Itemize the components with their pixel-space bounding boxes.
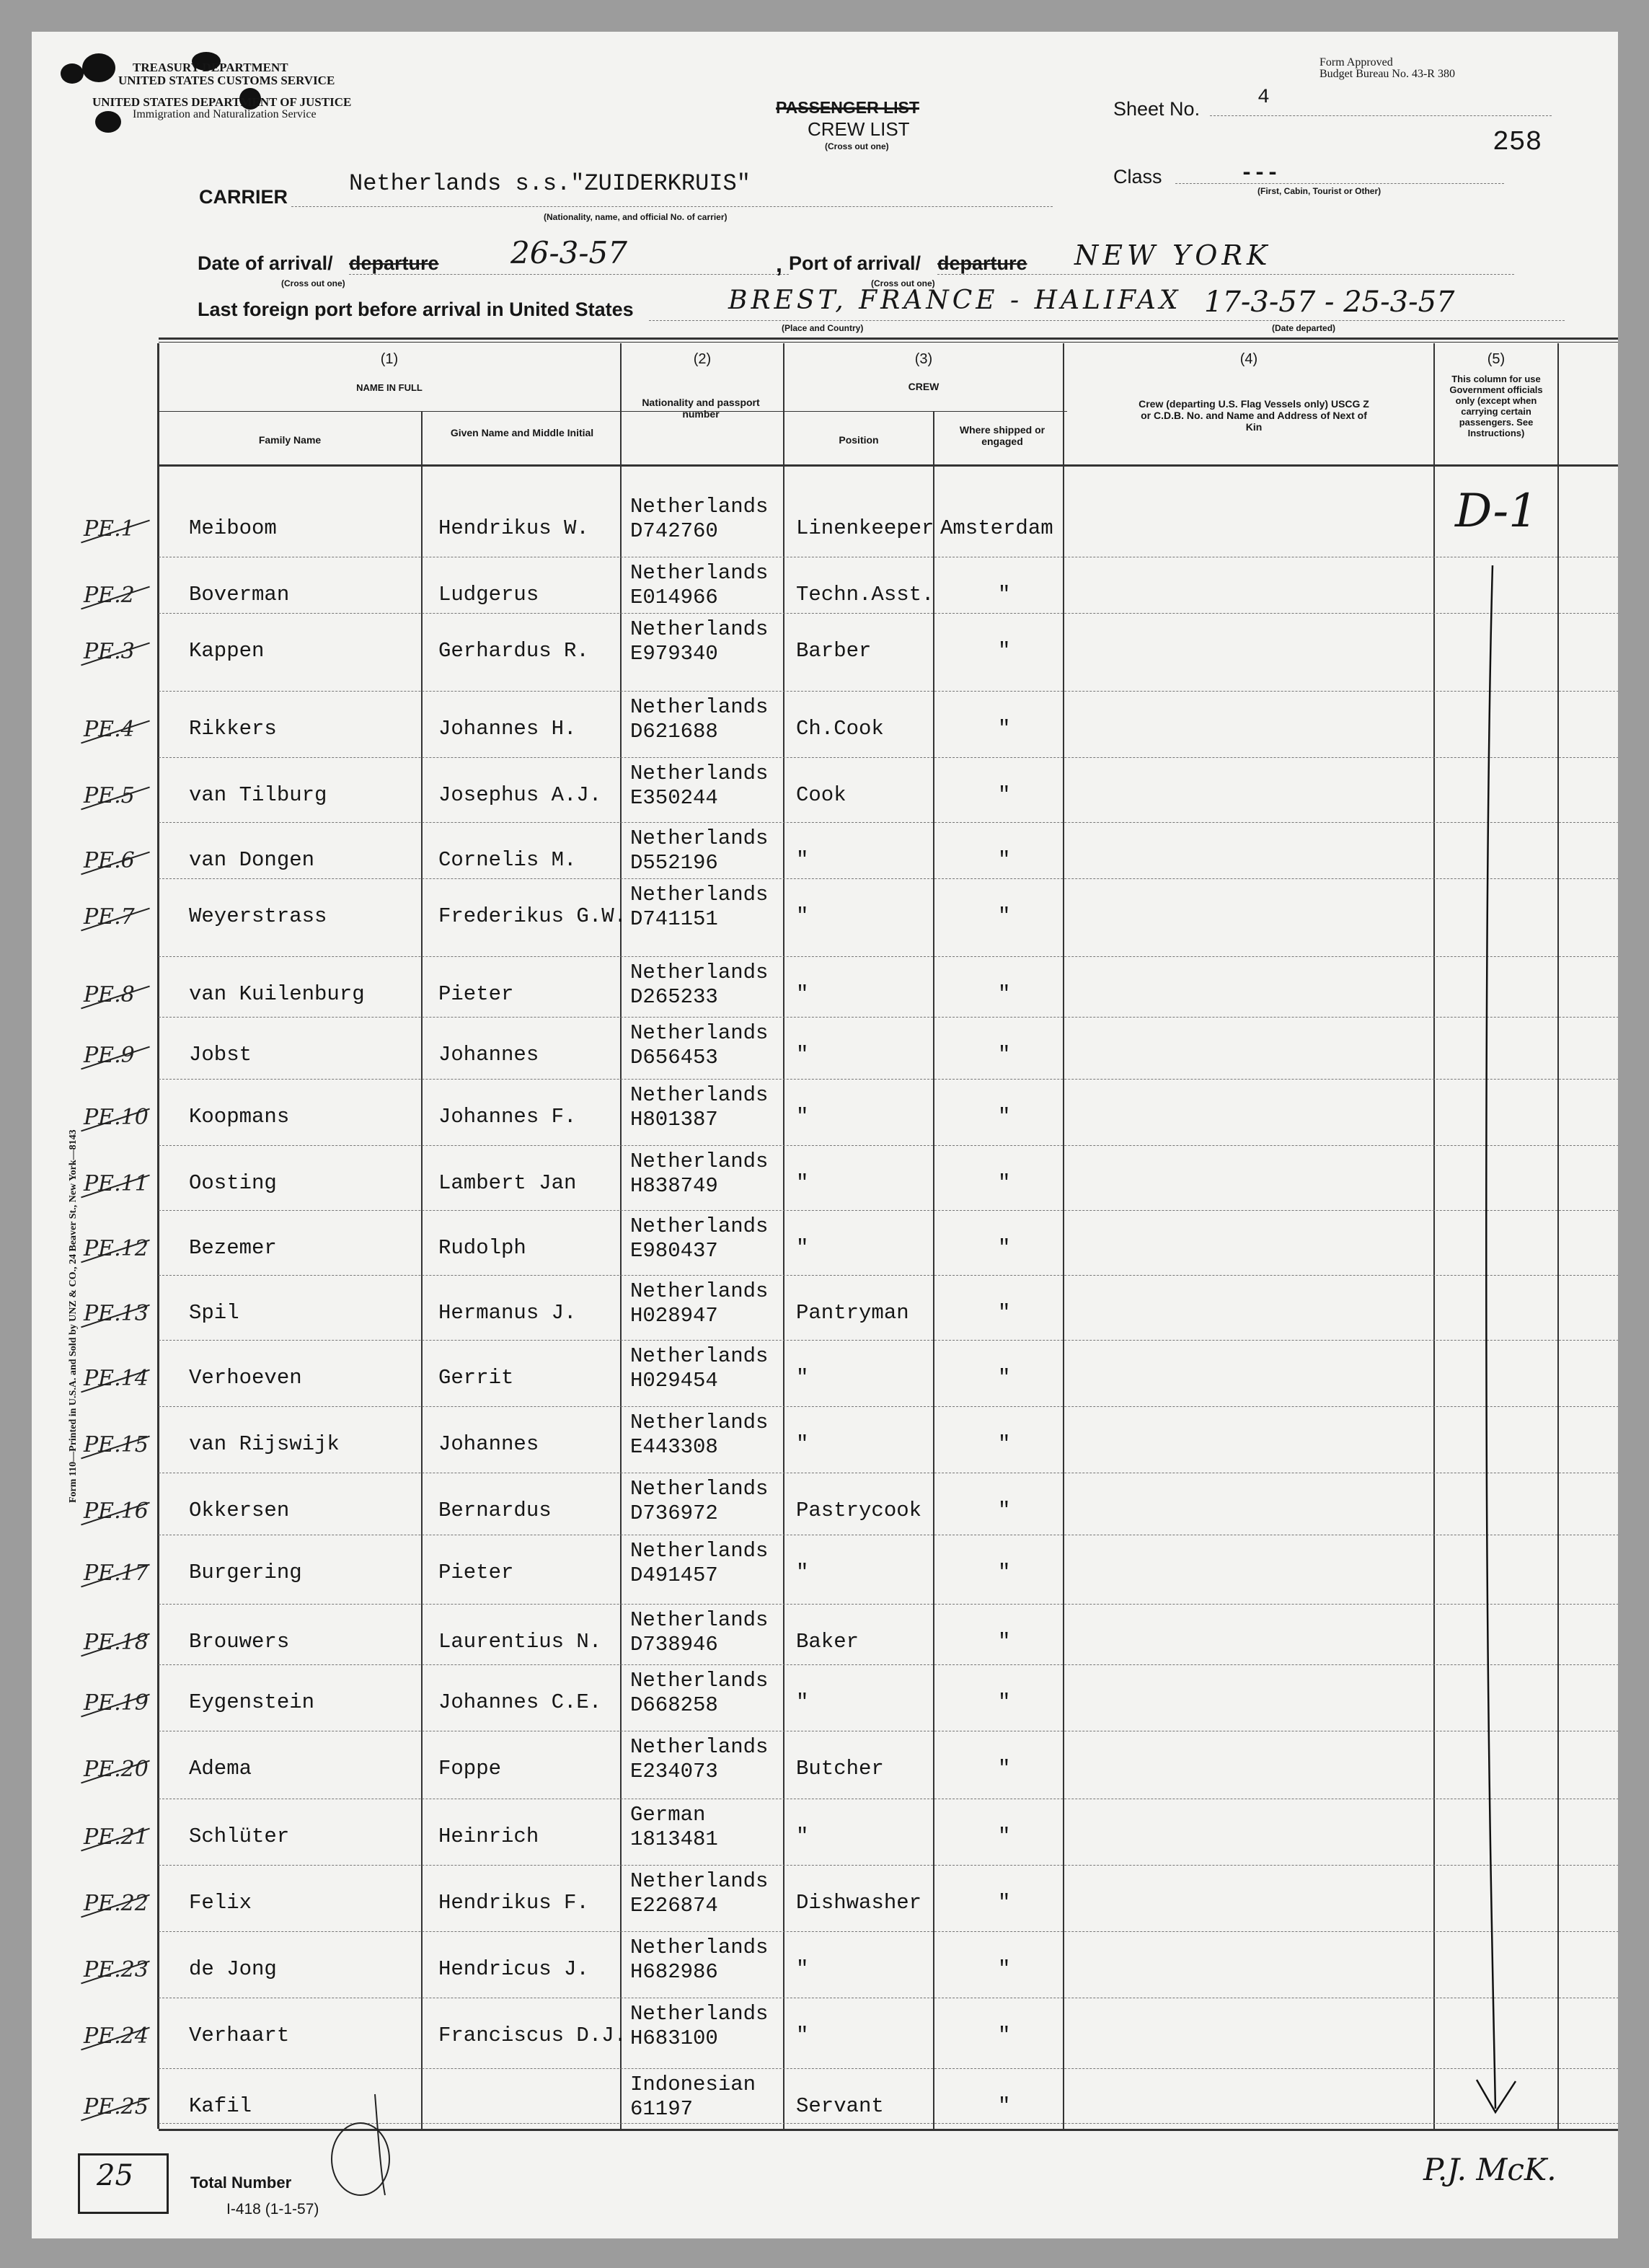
family-name: van Dongen: [189, 848, 315, 872]
nationality: Netherlands: [630, 1539, 769, 1563]
col5-number: (5): [1487, 351, 1506, 367]
row-number: PE.2: [84, 583, 135, 608]
row-separator: [159, 2068, 1618, 2069]
where-shipped: ": [998, 904, 1011, 928]
col-where-shipped: Where shipped or engaged: [959, 424, 1045, 447]
where-shipped: ": [998, 1105, 1011, 1129]
sheet-label: Sheet No.: [1113, 98, 1201, 120]
position: ": [796, 848, 809, 872]
nationality: Netherlands: [630, 495, 769, 519]
row-separator: [159, 613, 1618, 614]
family-name: van Kuilenburg: [189, 982, 365, 1006]
row-separator: [159, 1210, 1618, 1211]
row-separator: [159, 1275, 1618, 1276]
given-name: Johannes F.: [438, 1105, 577, 1129]
nationality: Indonesian: [630, 2073, 756, 2096]
col-line-crew: [783, 343, 784, 2129]
given-name: Pieter: [438, 982, 514, 1006]
header-bottom-rule: [159, 464, 1618, 467]
row-number: PE.18: [84, 1630, 149, 1655]
position: Baker: [796, 1630, 859, 1654]
position: Pantryman: [796, 1301, 909, 1325]
where-shipped: ": [998, 848, 1011, 872]
form-approved: Form Approved: [1319, 56, 1393, 69]
position: ": [796, 1366, 809, 1390]
given-name: Frederikus G.W.: [438, 904, 627, 928]
row-separator: [159, 956, 1618, 957]
carrier-value: Netherlands s.s."ZUIDERKRUIS": [349, 170, 751, 197]
nationality: Netherlands: [630, 1411, 769, 1434]
nationality: Netherlands: [630, 1150, 769, 1173]
family-name: Schlüter: [189, 1824, 290, 1848]
passport-number: D742760: [630, 519, 718, 543]
row-number: PE.11: [84, 1171, 149, 1196]
nationality: Netherlands: [630, 883, 769, 906]
row-separator: [159, 1604, 1618, 1605]
given-name: Josephus A.J.: [438, 783, 602, 807]
given-name: Hendrikus F.: [438, 1891, 589, 1915]
passport-number: E979340: [630, 642, 718, 666]
where-shipped: ": [998, 783, 1011, 807]
family-name: Verhaart: [189, 2024, 290, 2047]
row-separator: [159, 822, 1618, 823]
port-departure-struck: departure: [937, 252, 1027, 274]
position: ": [796, 904, 809, 928]
row-separator: [159, 1017, 1618, 1018]
given-name: Johannes C.E.: [438, 1690, 602, 1714]
family-name: Jobst: [189, 1043, 252, 1067]
given-name: Bernardus: [438, 1499, 552, 1522]
passport-number: D741151: [630, 907, 718, 931]
nationality: German: [630, 1803, 706, 1827]
total-count: 25: [97, 2159, 133, 2192]
date-arrival-label: Date of arrival/: [198, 252, 333, 274]
family-name: Verhoeven: [189, 1366, 302, 1390]
family-name: Brouwers: [189, 1630, 290, 1654]
row-separator: [159, 1406, 1618, 1407]
list-type-note: (Cross out one): [825, 141, 889, 151]
given-name: Hendricus J.: [438, 1957, 589, 1981]
port-value: NEW YORK: [1074, 239, 1272, 271]
port-note: (Cross out one): [871, 278, 935, 288]
dept-line-3: UNITED STATES DEPARTMENT OF JUSTICE: [92, 95, 352, 109]
given-name: Rudolph: [438, 1236, 526, 1260]
nationality: Netherlands: [630, 1214, 769, 1238]
nationality: Netherlands: [630, 961, 769, 984]
given-name: Hermanus J.: [438, 1301, 577, 1325]
row-separator: [159, 1145, 1618, 1146]
family-name: Oosting: [189, 1171, 277, 1195]
where-shipped: ": [998, 717, 1011, 741]
row-number: PE.5: [84, 783, 135, 808]
nationality: Netherlands: [630, 826, 769, 850]
col-given-name: Given Name and Middle Initial: [450, 427, 594, 438]
ink-blot: [61, 63, 84, 84]
date-note: (Cross out one): [281, 278, 345, 288]
class-value: ---: [1240, 162, 1280, 186]
position: ": [796, 1690, 809, 1714]
family-name: Spil: [189, 1301, 239, 1325]
row-number: PE.10: [84, 1105, 149, 1130]
passport-number: D656453: [630, 1046, 718, 1069]
where-shipped: ": [998, 1043, 1011, 1067]
given-name: Gerrit: [438, 1366, 514, 1390]
where-shipped: ": [998, 1301, 1011, 1325]
row-number: PE.21: [84, 1824, 149, 1850]
family-name: Rikkers: [189, 717, 277, 741]
family-name: Kafil: [189, 2094, 252, 2118]
check-scribble-icon: [316, 2087, 431, 2202]
passport-number: E234073: [630, 1760, 718, 1783]
col1-title: NAME IN FULL: [356, 382, 423, 393]
passenger-list-struck: PASSENGER LIST: [776, 98, 919, 117]
where-shipped: ": [998, 1236, 1011, 1260]
row-number: PE.23: [84, 1957, 149, 1982]
passport-number: E980437: [630, 1239, 718, 1263]
given-name: Johannes: [438, 1043, 539, 1067]
family-name: Weyerstrass: [189, 904, 327, 928]
col1-number: (1): [380, 351, 399, 367]
sheet-number: 4: [1257, 87, 1270, 109]
document-sheet: TREASURY DEPARTMENT UNITED STATES CUSTOMS SERVICE UNITED STATES DEPARTMENT OF JUSTICE Immigration and Naturalization Service PASSENGER LIST CREW LIST (Cross out one) Form Approved Budget Bureau No. 43-R 380 Sheet No. 4 258 Class --- (First, Cabin, Tourist or Other) CARRIER Netherlands s.s."ZUIDERKRUIS" (Nationality, name, and official No. of carrier) Date of arrival/ departure 26-3-57 (Cross out one) , Port of arrival/ departure NEW YORK (Cross out one) Last foreign port before arrival in United States BREST, FRANCE - HALIFAX 17-3-57 - 25-3-57 (Place and Country) (Date departed) (1) NAME IN FULL Family Name Given Name and Middle Initial (2) Nationality and passport number (3) CREW Position Where shipped or engaged (4) Crew (departing U.S. Flag Vessels only) USCG Z or C.D.B. No. and Name and Address of Next of Kin (5) This column for use Government officials only (except when carrying certain passengers. See Instructions) PE.1 Meiboom Hendrikus W. Netherlands D742760 Linenkeeper Amsterdam PE.2 Boverman Ludgerus Netherlands E014966 Techn.Asst. " PE.3 Kappen Gerhardus R. Netherlands E979340 Barber " PE.4 Rikkers Johannes H. Netherlands D621688 Ch.Cook " PE.5 van Tilburg Josephus A.J. Netherlands E350244 Cook " PE.6 van Dongen Cornelis M. Netherlands D552196 " " PE.7 Weyerstrass Frederikus G.W. Netherlands D741151 " " PE.8 van Kuilenburg Pieter Netherlands D265233 " " PE.9 Jobst Johannes Netherlands D656453 " " PE.10 Koopmans Johannes F. Netherlands H801387 " " PE.11 Oosting Lambert Jan Netherlands H838749 " " PE.12 Bezemer Rudolph Netherlands E980437 " " PE.13 Spil Hermanus J. Netherlands H028947 Pantryman " PE.14 Verhoeven Gerrit Netherlands H029454 " " PE.15 van Rijswijk Johannes Netherlands E443308 " " PE.16 Okkersen Bernardus Netherlands D736972 Pastrycook " PE.17 Burgering Pieter Netherlands D491457 " " PE.18 Brouwers Laurentius N. Netherlands D738946 Baker " PE.19 Eygenstein Johannes C.E. Netherlands D668258 " " PE.20 Adema Foppe Netherlands E234073 Butcher " PE.21 Schlüter Heinrich German 1813481 " " PE.22 Felix Hendrikus F. Netherlands E226874 Dishwasher " PE.23 de Jong Hendricus J. Netherlands H682986 " " PE.24 Verhaart Franciscus D.J. Netherlands H683100 " " PE.25 Kafil Indonesian 61197 Servant " Form 110—Printed in U.S.A. and Sold by UNZ & CO., 24 Beaver St., New York—8143 D-1 25 Total Number I-418 (1-1-57) P.J. McK.: [32, 32, 1618, 2238]
given-name: Gerhardus R.: [438, 639, 589, 663]
position: ": [796, 982, 809, 1006]
position: Cook: [796, 783, 846, 807]
class-label: Class: [1113, 166, 1162, 187]
col-line-nat: [620, 343, 622, 2129]
passport-number: D621688: [630, 720, 718, 744]
last-port-label: Last foreign port before arrival in United States: [198, 299, 634, 320]
subheader-rule-crew: [783, 411, 1063, 412]
nationality: Netherlands: [630, 1735, 769, 1759]
row-separator: [159, 757, 1618, 758]
where-shipped: ": [998, 1957, 1011, 1981]
where-shipped: ": [998, 639, 1011, 663]
given-name: Hendrikus W.: [438, 516, 589, 540]
row-number: PE.20: [84, 1757, 149, 1782]
passport-number: H682986: [630, 1960, 718, 1984]
position: Dishwasher: [796, 1891, 922, 1915]
port-underline: [937, 274, 1514, 275]
row-number: PE.14: [84, 1366, 149, 1391]
nationality: Netherlands: [630, 1279, 769, 1303]
where-shipped: ": [998, 1757, 1011, 1781]
col-line-c4: [1063, 343, 1064, 2129]
family-name: Meiboom: [189, 516, 277, 540]
row-number: PE.6: [84, 848, 135, 873]
col-nationality: Nationality and passport number: [642, 397, 760, 420]
dept-line-2: UNITED STATES CUSTOMS SERVICE: [118, 74, 335, 87]
position: ": [796, 1824, 809, 1848]
row-number: PE.8: [84, 982, 135, 1007]
nationality: Netherlands: [630, 1936, 769, 1959]
position: Servant: [796, 2094, 884, 2118]
where-shipped: ": [998, 1630, 1011, 1654]
row-number: PE.22: [84, 1891, 149, 1916]
where-shipped: ": [998, 1824, 1011, 1848]
where-shipped: ": [998, 1690, 1011, 1714]
row-number: PE.25: [84, 2094, 149, 2119]
family-name: de Jong: [189, 1957, 277, 1981]
col-crew-us-flag: Crew (departing U.S. Flag Vessels only) USCG Z or C.D.B. No. and Name and Address of Next of Kin: [1139, 398, 1369, 433]
where-shipped: ": [998, 1432, 1011, 1456]
passport-number: E350244: [630, 786, 718, 810]
given-name: Johannes H.: [438, 717, 577, 741]
crew-list-title: CREW LIST: [808, 118, 910, 140]
total-label: Total Number: [190, 2174, 292, 2192]
family-name: Okkersen: [189, 1499, 290, 1522]
ink-blot: [82, 53, 115, 82]
where-shipped: ": [998, 1561, 1011, 1584]
given-name: Heinrich: [438, 1824, 539, 1848]
col-line-c5: [1433, 343, 1435, 2129]
nationality: Netherlands: [630, 617, 769, 641]
position: ": [796, 1043, 809, 1067]
position: Linenkeeper: [796, 516, 934, 540]
passport-number: 61197: [630, 2097, 694, 2121]
family-name: Eygenstein: [189, 1690, 315, 1714]
dept-line-1: TREASURY DEPARTMENT: [133, 61, 288, 74]
nationality: Netherlands: [630, 1344, 769, 1368]
passport-number: H029454: [630, 1369, 718, 1393]
position: ": [796, 1236, 809, 1260]
where-shipped: ": [998, 982, 1011, 1006]
where-shipped: Amsterdam: [940, 516, 1053, 540]
position: Techn.Asst.: [796, 583, 934, 606]
nationality: Netherlands: [630, 1669, 769, 1693]
last-port-value: BREST, FRANCE - HALIFAX: [728, 286, 1182, 315]
col-position: Position: [839, 434, 879, 446]
date-departure-struck: departure: [349, 252, 439, 274]
col-line-left: [157, 343, 159, 2129]
where-shipped: ": [998, 2094, 1011, 2118]
col2-number: (2): [693, 351, 712, 367]
row-number: PE.16: [84, 1499, 149, 1524]
position: Ch.Cook: [796, 717, 884, 741]
class-note: (First, Cabin, Tourist or Other): [1257, 186, 1381, 196]
col3-number: (3): [914, 351, 933, 367]
dept-line-4: Immigration and Naturalization Service: [133, 108, 317, 120]
family-name: Bezemer: [189, 1236, 277, 1260]
passport-number: D668258: [630, 1693, 718, 1717]
given-name: Pieter: [438, 1561, 514, 1584]
where-shipped: ": [998, 1171, 1011, 1195]
passport-number: E443308: [630, 1435, 718, 1459]
ink-blot: [95, 111, 121, 133]
given-name: Lambert Jan: [438, 1171, 577, 1195]
position: Barber: [796, 639, 872, 663]
date-underline: [349, 274, 789, 275]
col-line-where: [933, 411, 934, 2129]
given-name: Franciscus D.J.: [438, 2024, 627, 2047]
passport-number: E014966: [630, 586, 718, 609]
row-number: PE.7: [84, 904, 135, 930]
given-name: Ludgerus: [438, 583, 539, 606]
family-name: Kappen: [189, 639, 265, 663]
position: ": [796, 1432, 809, 1456]
row-number: PE.12: [84, 1236, 149, 1261]
col-family-name: Family Name: [258, 434, 322, 446]
nationality: Netherlands: [630, 1021, 769, 1045]
given-name: Cornelis M.: [438, 848, 577, 872]
col4-number: (4): [1239, 351, 1258, 367]
row-number: PE.24: [84, 2024, 149, 2049]
family-name: Felix: [189, 1891, 252, 1915]
nationality: Netherlands: [630, 2002, 769, 2026]
col-line-right: [1557, 343, 1559, 2129]
col-officials: This column for use Government officials only (except when carrying certain passengers. See Instructions): [1449, 374, 1543, 438]
row-number: PE.19: [84, 1690, 149, 1716]
nationality: Netherlands: [630, 1477, 769, 1501]
port-arrival-label: Port of arrival/: [789, 252, 921, 274]
official-arrow-icon: [1467, 558, 1553, 2137]
sheet-underline: [1210, 115, 1552, 116]
where-shipped: ": [998, 1891, 1011, 1915]
position: Pastrycook: [796, 1499, 922, 1522]
family-name: van Tilburg: [189, 783, 327, 807]
table-top-rule-2: [159, 342, 1618, 343]
carrier-label: CARRIER: [199, 186, 288, 208]
row-separator: [159, 1340, 1618, 1341]
date-value: 26-3-57: [510, 235, 627, 270]
nationality: Netherlands: [630, 561, 769, 585]
where-shipped: ": [998, 1499, 1011, 1522]
position: ": [796, 1561, 809, 1584]
col-crew: CREW: [908, 381, 940, 392]
passport-number: D552196: [630, 851, 718, 875]
carrier-underline: [291, 206, 1053, 207]
row-number: PE.13: [84, 1301, 149, 1326]
passport-number: D265233: [630, 985, 718, 1009]
budget-bureau: Budget Bureau No. 43-R 380: [1319, 68, 1455, 80]
row-number: PE.1: [84, 516, 135, 542]
row-separator: [159, 1865, 1618, 1866]
date-departed-value: 17-3-57 - 25-3-57: [1204, 286, 1455, 319]
class-underline: [1175, 183, 1504, 184]
passport-number: D738946: [630, 1633, 718, 1656]
row-separator: [159, 691, 1618, 692]
where-shipped: ": [998, 2024, 1011, 2047]
nationality: Netherlands: [630, 1869, 769, 1893]
side-print: Form 110—Printed in U.S.A. and Sold by UNZ & CO., 24 Beaver St., New York—8143: [68, 1129, 79, 1503]
passport-number: E226874: [630, 1894, 718, 1918]
last-port-underline: [649, 320, 1565, 321]
given-name: Foppe: [438, 1757, 502, 1781]
passport-number: D491457: [630, 1563, 718, 1587]
position: Butcher: [796, 1757, 884, 1781]
passport-number: H028947: [630, 1304, 718, 1328]
row-separator: [159, 878, 1618, 879]
passport-number: H683100: [630, 2026, 718, 2050]
passport-number: D736972: [630, 1501, 718, 1525]
col-line-given: [421, 411, 423, 2129]
row-number: PE.4: [84, 717, 135, 742]
row-separator: [159, 1664, 1618, 1665]
passport-number: H838749: [630, 1174, 718, 1198]
nationality: Netherlands: [630, 762, 769, 785]
officials-mark: D-1: [1455, 485, 1538, 538]
page-number: 258: [1493, 127, 1542, 158]
nationality: Netherlands: [630, 695, 769, 719]
carrier-note: (Nationality, name, and official No. of carrier): [544, 212, 728, 222]
row-separator: [159, 1931, 1618, 1932]
row-number: PE.9: [84, 1043, 135, 1068]
date-departed-note: (Date departed): [1272, 323, 1336, 333]
form-code: I-418 (1-1-57): [226, 2201, 319, 2218]
position: ": [796, 1105, 809, 1129]
where-shipped: ": [998, 1366, 1011, 1390]
family-name: Koopmans: [189, 1105, 290, 1129]
nationality: Netherlands: [630, 1608, 769, 1632]
position: ": [796, 1957, 809, 1981]
row-number: PE.15: [84, 1432, 149, 1457]
passport-number: 1813481: [630, 1827, 718, 1851]
position: ": [796, 2024, 809, 2047]
row-number: PE.3: [84, 639, 135, 664]
where-shipped: ": [998, 583, 1011, 606]
place-note: (Place and Country): [782, 323, 864, 333]
family-name: Burgering: [189, 1561, 302, 1584]
nationality: Netherlands: [630, 1083, 769, 1107]
family-name: Adema: [189, 1757, 252, 1781]
family-name: Boverman: [189, 583, 290, 606]
position: ": [796, 1171, 809, 1195]
given-name: Johannes: [438, 1432, 539, 1456]
family-name: van Rijswijk: [189, 1432, 340, 1456]
row-number: PE.17: [84, 1561, 149, 1586]
passport-number: H801387: [630, 1108, 718, 1131]
signature: P.J. McK.: [1423, 2152, 1557, 2187]
table-top-rule: [159, 337, 1618, 340]
row-separator: [159, 1079, 1618, 1080]
given-name: Laurentius N.: [438, 1630, 602, 1654]
